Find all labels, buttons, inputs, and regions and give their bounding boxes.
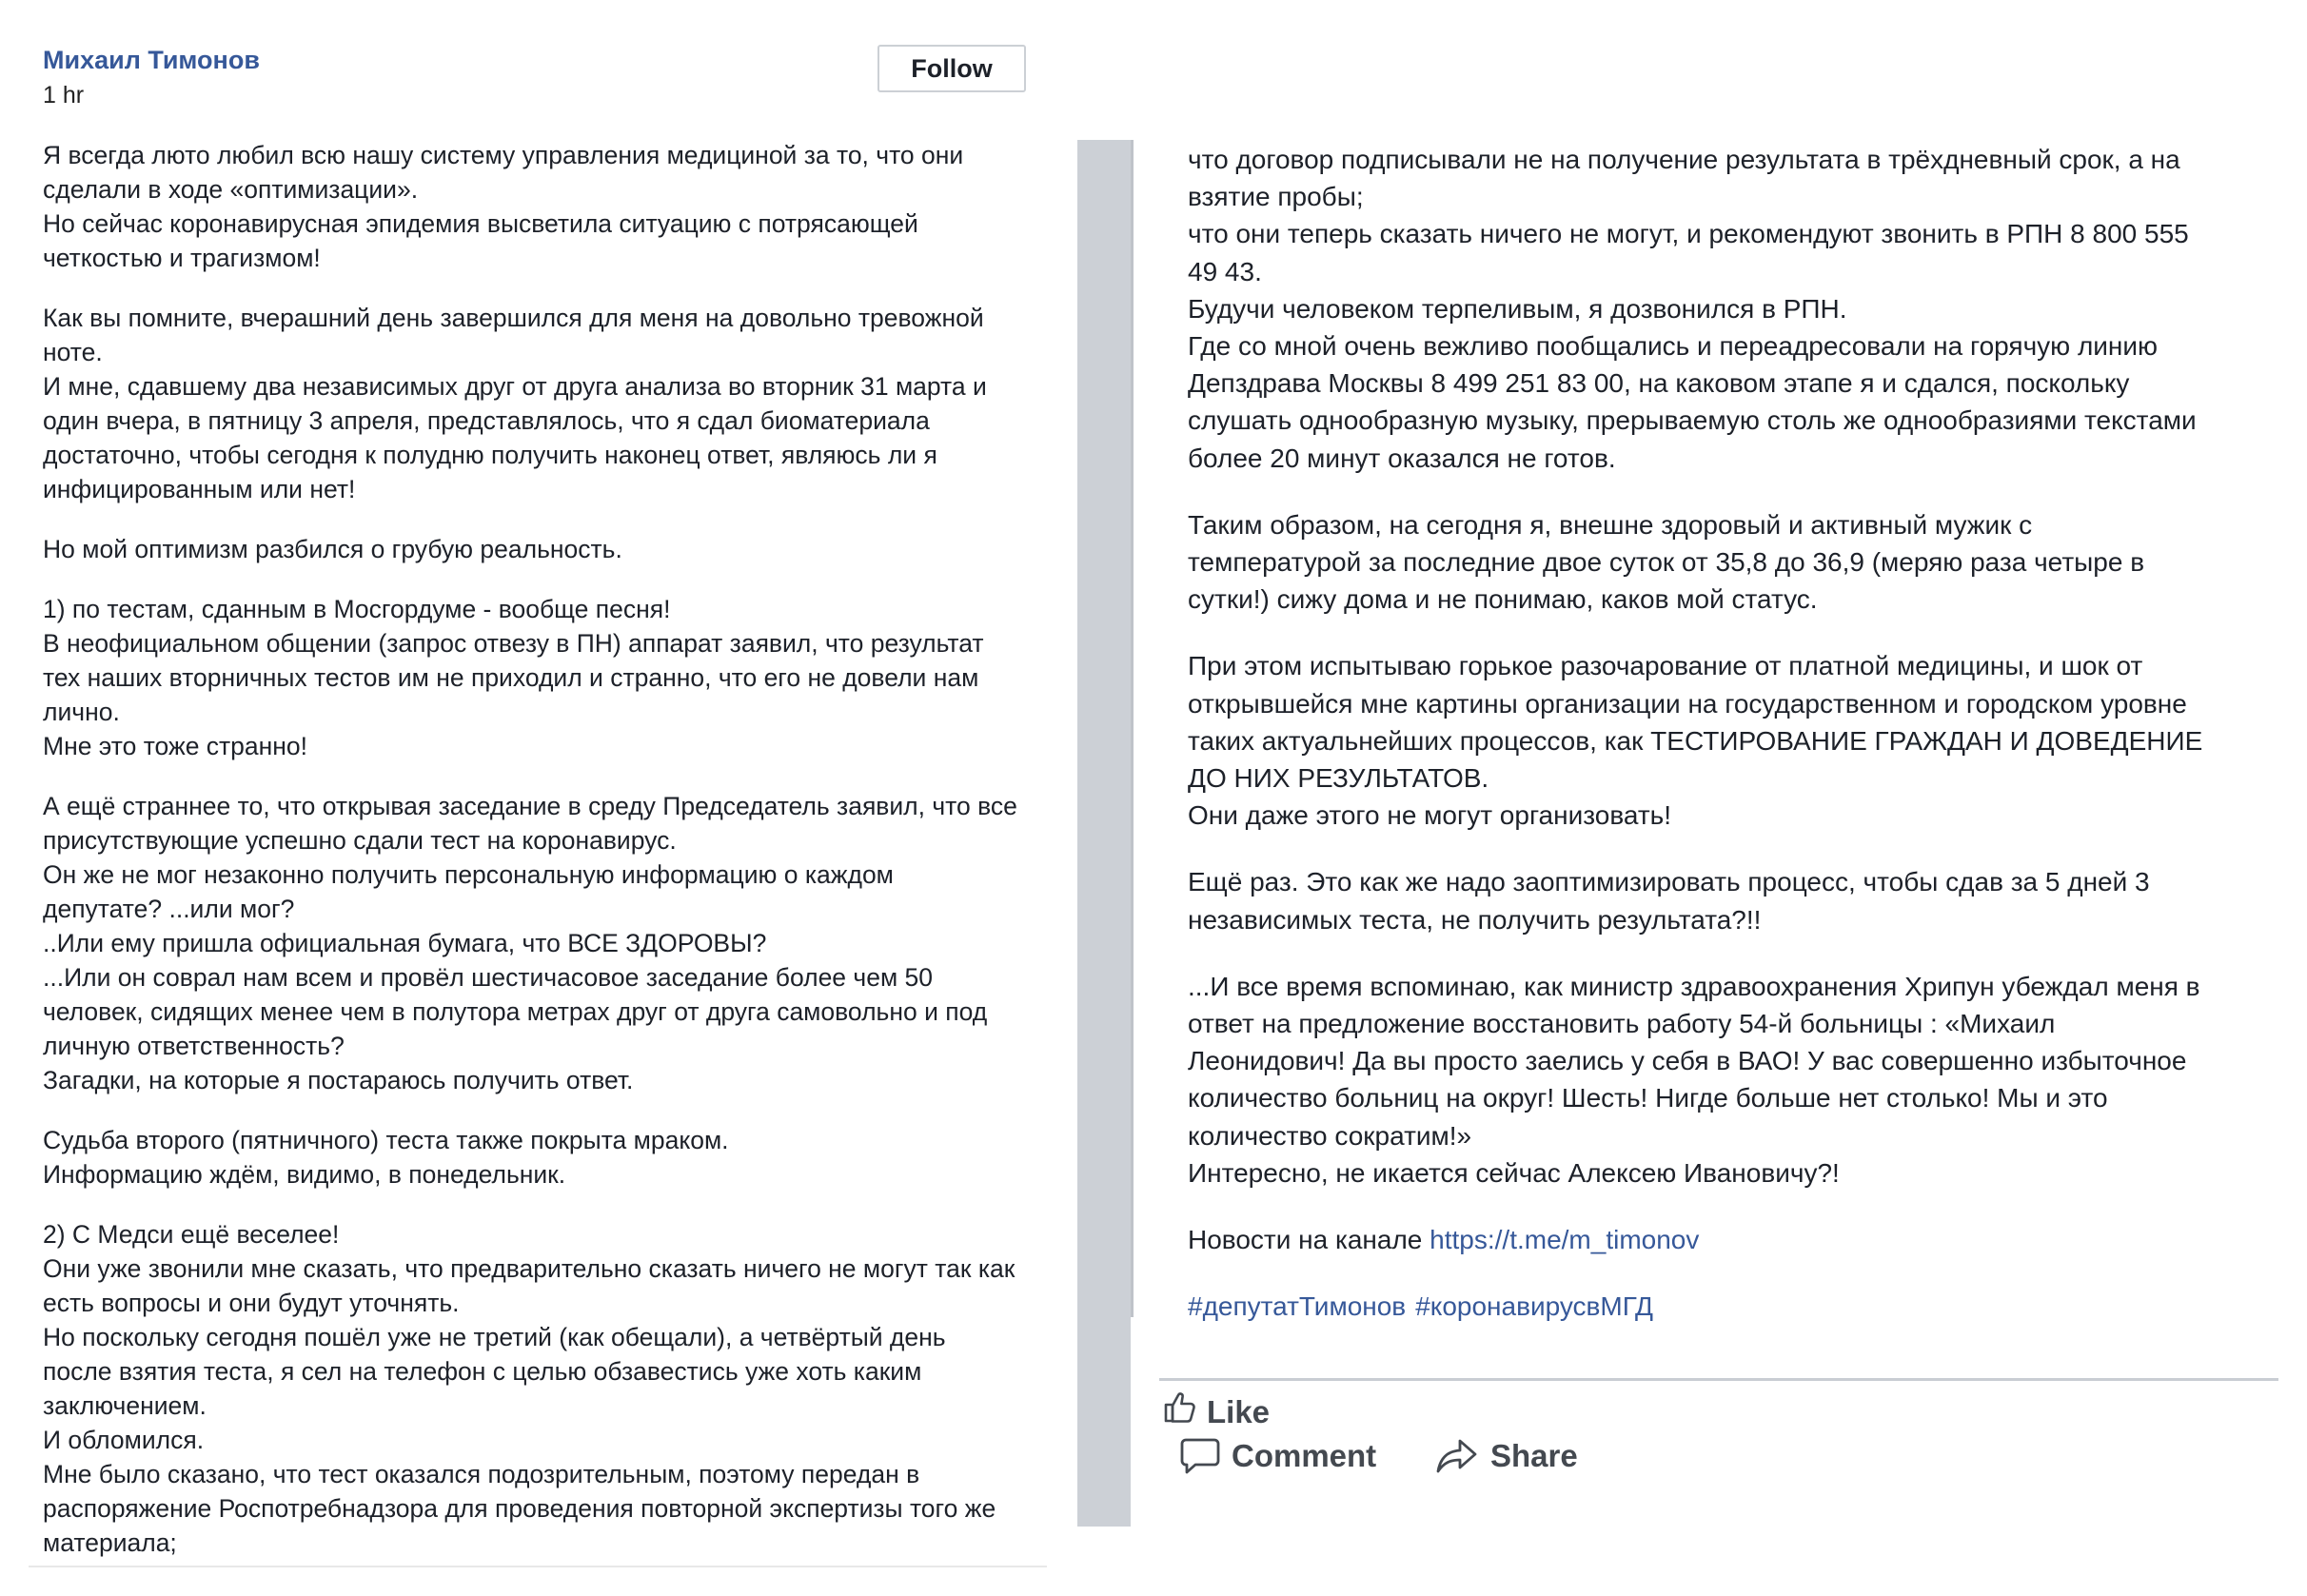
- hashtags: [1188, 1288, 2292, 1325]
- paragraph: [1188, 506, 2292, 619]
- continuation-edge: [1131, 140, 1134, 1317]
- text-line: независимых теста, не получить результата?!!: [1188, 904, 1762, 935]
- text-line: ноте.: [43, 338, 103, 366]
- text-line: Таким образом, на сегодня я, внешне здоровый и активный мужик с: [1188, 509, 2033, 540]
- text-line: депутате? ...или мог?: [43, 895, 295, 923]
- text-line: Будучи человеком терпеливым, я дозвонился в РПН.: [1188, 293, 1847, 324]
- text-line: Где со мной очень вежливо пообщались и переадресовали на горячую линию: [1188, 331, 2159, 362]
- hashtag-link[interactable]: #коронавирусвМГД: [1415, 1291, 1653, 1322]
- text-line: Судьба второго (пятничного) теста также покрыта мраком.: [43, 1126, 729, 1154]
- text-line: инфицированным или нет!: [43, 475, 356, 503]
- text-line: Интересно, не икается сейчас Алексею Ивановичу?!: [1188, 1157, 1840, 1188]
- text-line: взятие пробы;: [1188, 182, 1364, 212]
- text-line: В неофициальном общении (запрос отвезу в ПН) аппарат заявил, что результат: [43, 629, 984, 658]
- text-line: Он же не мог незаконно получить персональную информацию о каждом: [43, 860, 894, 889]
- text-line: ..Или ему пришла официальная бумага, что ВСЕ ЗДОРОВЫ?: [43, 929, 767, 957]
- text-line: что они теперь сказать ничего не могут, и рекомендуют звонить в РПН 8 800 555: [1188, 219, 2189, 249]
- text-line: один вчера, в пятницу 3 апреля, представлялось, что я сдал биоматериала: [43, 406, 930, 435]
- text-line: что договор подписывали не на получение результата в трёхдневный срок, а на: [1188, 145, 2180, 174]
- share-button[interactable]: [1435, 1437, 1578, 1475]
- text-line: Но сейчас коронавирусная эпидемия высветила ситуацию с потрясающей: [43, 209, 918, 238]
- paragraph: [1188, 968, 2292, 1192]
- text-line: Депздрава Москвы 8 499 251 83 00, на каковом этапе я и сдался, поскольку: [1188, 368, 2130, 399]
- paragraph: [1188, 141, 2292, 477]
- text-line: температурой за последние двое суток от 35,8 до 36,9 (меряю раза четыре в: [1188, 547, 2145, 578]
- text-line: ...Или он соврал нам всем и провёл шестичасовое заседание более чем 50: [43, 963, 934, 992]
- share-arrow-icon: [1435, 1437, 1479, 1475]
- paragraph: [43, 138, 1037, 275]
- text-line: есть вопросы и они будут уточнять.: [43, 1289, 460, 1317]
- post-text-left: [43, 138, 1037, 1586]
- paragraph: [1188, 863, 2292, 937]
- text-line: Как вы помните, вчерашний день завершился для меня на довольно тревожной: [43, 304, 984, 332]
- text-line: 1) по тестам, сданным в Мосгордуме - вообще песня!: [43, 595, 671, 623]
- text-line: человек, сидящих менее чем в полутора метрах друг от друга самовольно и под: [43, 997, 988, 1026]
- paragraph: [1188, 647, 2292, 834]
- text-line: При этом испытываю горькое разочарование от платной медицины, и шок от: [1188, 651, 2143, 681]
- text-line: открывшейся мне картины организации на государственном и городском уровне: [1188, 688, 2187, 719]
- channel-link[interactable]: https://t.me/m_timonov: [1430, 1225, 1700, 1255]
- share-label: Share: [1490, 1438, 1578, 1473]
- text-line: ответ на предложение восстановить работу 54-й больницы : «Михаил: [1188, 1009, 2056, 1039]
- text-line: материала;: [43, 1528, 177, 1557]
- news-line: [1188, 1221, 2292, 1258]
- paragraph: [43, 301, 1037, 506]
- text-line: И мне, сдавшему два независимых друг от друга анализа во вторник 31 марта и: [43, 372, 987, 401]
- news-prefix: Новости на канале: [1188, 1225, 1430, 1255]
- post-timestamp[interactable]: 1 hr: [43, 82, 85, 108]
- text-line: после взятия теста, я сел на телефон с целью обзавестись уже хоть каким: [43, 1357, 922, 1386]
- actions-divider: [1159, 1378, 2278, 1381]
- text-line: 2) С Медси ещё веселее!: [43, 1220, 340, 1249]
- text-line: Леонидович! Да вы просто заелись у себя в ВАО! У вас совершенно избыточное: [1188, 1046, 2187, 1076]
- text-line: количество сократим!»: [1188, 1120, 1472, 1151]
- text-line: Ещё раз. Это как же надо заоптимизировать процесс, чтобы сдав за 5 дней 3: [1188, 867, 2150, 897]
- paragraph: [43, 592, 1037, 763]
- text-line: Они уже звонили мне сказать, что предварительно сказать ничего не могут так как: [43, 1254, 1015, 1283]
- continuation-gutter: [1077, 140, 1131, 1527]
- paragraph: [43, 1123, 1037, 1192]
- post-author[interactable]: Михаил Тимонов: [43, 46, 260, 74]
- text-line: Информацию ждём, видимо, в понедельник.: [43, 1160, 566, 1189]
- paragraph: [43, 789, 1037, 1097]
- text-line: присутствующие успешно сдали тест на коронавирус.: [43, 826, 677, 855]
- text-line: Загадки, на которые я постараюсь получить ответ.: [43, 1066, 634, 1094]
- text-line: распоряжение Роспотребнадзора для проведения повторной экспертизы того же: [43, 1494, 996, 1523]
- text-line: И обломился.: [43, 1426, 205, 1454]
- hashtag-link[interactable]: #депутатТимонов: [1188, 1291, 1407, 1322]
- post-text-right: [1188, 141, 2292, 1354]
- comment-bubble-icon: [1180, 1437, 1220, 1475]
- text-line: Но поскольку сегодня пошёл уже не третий (как обещали), а четвёртый день: [43, 1323, 946, 1351]
- text-line: Они даже этого не могут организовать!: [1188, 800, 1672, 831]
- paragraph: [43, 532, 1037, 566]
- text-line: ДО НИХ РЕЗУЛЬТАТОВ.: [1188, 763, 1489, 794]
- text-line: личную ответственность?: [43, 1032, 345, 1060]
- text-line: лично.: [43, 698, 120, 726]
- like-button[interactable]: [1163, 1385, 1270, 1430]
- text-line: Но мой оптимизм разбился о грубую реальность.: [43, 535, 622, 563]
- text-line: таких актуальнейших процессов, как ТЕСТИРОВАНИЕ ГРАЖДАН И ДОВЕДЕНИЕ: [1188, 725, 2203, 756]
- text-line: достаточно, чтобы сегодня к полудню получить наконец ответ, являюсь ли я: [43, 441, 937, 469]
- text-line: Мне это тоже странно!: [43, 732, 308, 760]
- like-label: Like: [1207, 1394, 1271, 1429]
- text-line: Мне было сказано, что тест оказался подозрительным, поэтому передан в: [43, 1460, 920, 1488]
- text-line: сделали в ходе «оптимизации».: [43, 175, 419, 204]
- paragraph: [43, 1217, 1037, 1560]
- follow-button[interactable]: Follow: [877, 45, 1026, 92]
- text-line: 49 43.: [1188, 256, 1262, 286]
- text-line: количество больниц на округ! Шесть! Нигде больше нет столько! Мы и это: [1188, 1083, 2108, 1113]
- text-line: сутки!) сижу дома и не понимаю, каков мой статус.: [1188, 584, 1818, 615]
- text-line: слушать однообразную музыку, прерываемую столь же однообразиями текстами: [1188, 405, 2197, 436]
- text-line: тех наших вторничных тестов им не приходил и странно, что его не довели нам: [43, 663, 979, 692]
- thumbs-up-icon: [1163, 1391, 1197, 1424]
- divider: [29, 1566, 1047, 1567]
- comment-label: Comment: [1232, 1438, 1377, 1473]
- text-line: четкостью и трагизмом!: [43, 244, 321, 272]
- text-line: А ещё страннее то, что открывая заседание в среду Председатель заявил, что все: [43, 792, 1017, 820]
- text-line: более 20 минут оказался не готов.: [1188, 443, 1616, 473]
- comment-button[interactable]: [1180, 1437, 1376, 1475]
- text-line: заключением.: [43, 1391, 207, 1420]
- text-line: ...И все время вспоминаю, как министр здравоохранения Хрипун убеждал меня в: [1188, 971, 2200, 1001]
- text-line: Я всегда люто любил всю нашу систему управления медициной за то, что они: [43, 141, 964, 169]
